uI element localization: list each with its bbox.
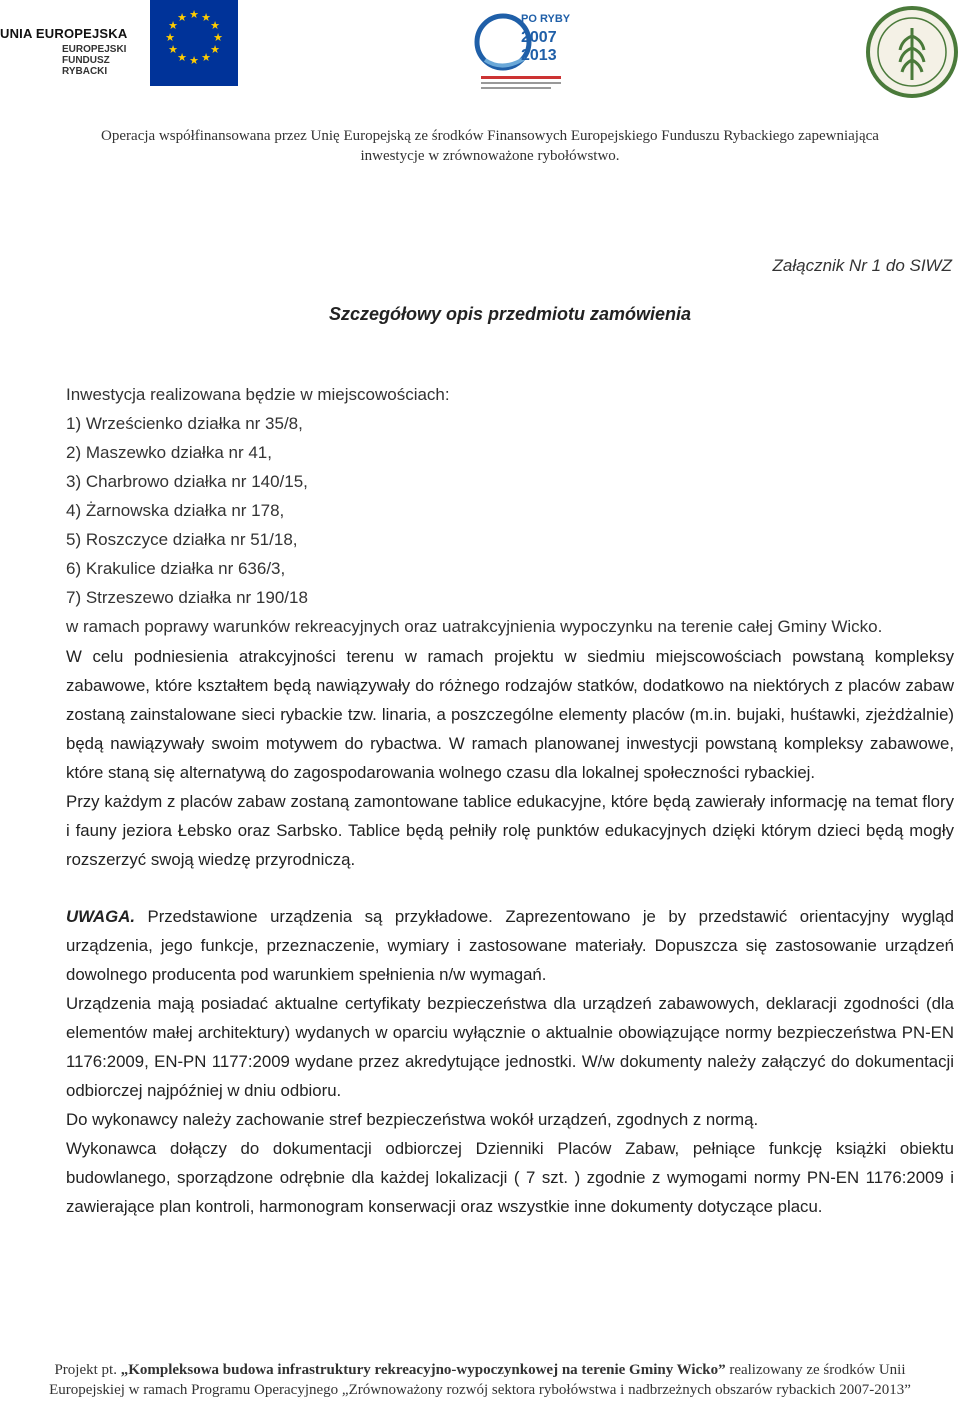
footer-project-name: „Kompleksowa budowa infrastruktury rekreacyjno-wypoczynkowej na terenie Gminy Wicko” xyxy=(120,1362,726,1378)
note-text: Przedstawione urządzenia są przykładowe. Zaprezentowano je by przedstawić orientacyjny wygląd urządzenia, jego funkcje, przeznaczenie, wymiary i zastosowane materiały. Dopuszcza się zastosowanie urządzeń dowolnego producenta pod warunkiem spełnienia n/w wymagań. xyxy=(66,907,954,984)
footer-prefix: Projekt pt. xyxy=(54,1362,121,1378)
location-item: 6) Krakulice działka nr 636/3, xyxy=(66,559,286,578)
svg-text:2007: 2007 xyxy=(521,29,557,46)
paragraph-certificates: Urządzenia mają posiadać aktualne certyfikaty bezpieczeństwa dla urządzeń zabawowych, deklaracji zgodności (dla elementów małej architektury) wydanych w oparciu wyłącznie o aktualnie obowiązujące normy bezpieczeństwa PN-EN 1176:2009, EN-PN 1177:2009 wydane przez akredytujące jednostki. W/w dokumenty należy załączyć do dokumentacji odbiorczej najpóźniej w dniu odbioru. xyxy=(66,994,954,1100)
svg-text:★: ★ xyxy=(168,43,178,56)
locations-intro: Inwestycja realizowana będzie w miejscowościach: xyxy=(66,385,450,404)
location-item: 5) Roszczyce działka nr 51/18, xyxy=(66,530,298,549)
svg-text:★: ★ xyxy=(177,51,187,64)
cofinancing-caption: Operacja współfinansowana przez Unię Europejską ze środków Finansowych Europejskiego Funduszu Rybackiego zapewniająca inwestycje w zrównoważone rybołówstwo. xyxy=(101,128,879,164)
paragraph-education-boards: Przy każdym z placów zabaw zostaną zamontowane tablice edukacyjne, które będą zawierały informację na temat flory i fauny jeziora Łebsko oraz Sarbsko. Tablice będą pełniły rolę punktów edukacyjnych dzięki którym dzieci będą mogły rozszerzyć swoją wiedzę przyrodniczą. xyxy=(66,792,954,869)
eu-logo-subtitle: EUROPEJSKI FUNDUSZ RYBACKI xyxy=(62,44,127,77)
location-item: 3) Charbrowo działka nr 140/15, xyxy=(66,472,308,491)
paragraph-playground-logbooks: Wykonawca dołączy do dokumentacji odbiorczej Dzienniki Placów Zabaw, pełniące funkcję książki obiektu budowlanego, sporządzone odrębnie dla każdej lokalizacji ( 7 szt. ) zgodnie z wymogami normy PN-EN 1176:2009 i zawierające plan kontroli, harmonogram konserwacji oraz wszystkie inne dokumenty dotyczące placu. xyxy=(66,1139,954,1216)
page-title: Szczegółowy opis przedmiotu zamówienia xyxy=(328,304,692,324)
footer-suffix: realizowany ze środków Unii Europejskiej w ramach Programu Operacyjnego „Zrównoważony rozwój sektora rybołówstwa i nadbrzeżnych obszarów rybackich 2007-2013” xyxy=(49,1362,911,1398)
project-footer xyxy=(40,1360,920,1400)
location-item: 2) Maszewko działka nr 41, xyxy=(66,443,272,462)
description-body xyxy=(66,642,954,1221)
svg-text:★: ★ xyxy=(210,43,220,56)
paragraph-safety-zones: Do wykonawcy należy zachowanie stref bezpieczeństwa wokół urządzeń, zgodnych z normą. xyxy=(66,1110,759,1129)
document-header xyxy=(0,0,960,168)
svg-text:★: ★ xyxy=(210,19,220,32)
note-label: UWAGA. xyxy=(66,907,135,926)
svg-text:★: ★ xyxy=(168,19,178,32)
locations-outro: w ramach poprawy warunków rekreacyjnych oraz uatrakcyjnienia wypoczynku na terenie całej Gminy Wicko. xyxy=(66,617,883,636)
location-item: 1) Wrześcienko działka nr 35/8, xyxy=(66,414,303,433)
svg-text:★: ★ xyxy=(201,11,211,24)
locations-section xyxy=(66,380,946,641)
svg-text:★: ★ xyxy=(213,31,223,44)
paragraph-project-scope: W celu podniesienia atrakcyjności terenu w ramach projektu w siedmiu miejscowościach powstaną kompleksy zabawowe, które kształtem będą nawiązywały do różnego rodzajów statków, dodatkowo na niektórych z placów zabaw zostaną zainstalowane sieci rybackie tzw. linaria, a poszczególne elementy placów (m.in. bujaki, huśtawki, zjeżdżalnie) będą nawiązywały swoim motywem do rybactwa. W ramach planowanej inwestycji powstaną kompleksy zabawowe, które staną się alternatywą do zagospodarowania wolnego czasu dla lokalnej społeczności rybackiej. xyxy=(66,647,954,782)
svg-text:★: ★ xyxy=(177,11,187,24)
eu-logo xyxy=(0,0,240,86)
attachment-label: Załącznik Nr 1 do SIWZ xyxy=(772,256,952,275)
location-item: 4) Żarnowska działka nr 178, xyxy=(66,501,285,520)
ministry-seal-icon xyxy=(862,0,958,104)
svg-text:PO RYBY: PO RYBY xyxy=(521,13,571,25)
svg-text:★: ★ xyxy=(201,51,211,64)
paragraph-note xyxy=(66,902,954,989)
location-item: 7) Strzeszewo działka nr 190/18 xyxy=(66,588,308,607)
eu-flag-icon xyxy=(150,0,238,86)
svg-text:2013: 2013 xyxy=(521,47,557,64)
eu-logo-title: UNIA EUROPEJSKA xyxy=(0,26,128,41)
po-ryby-logo xyxy=(463,2,575,96)
svg-text:★: ★ xyxy=(189,54,199,67)
svg-text:★: ★ xyxy=(165,31,175,44)
svg-text:★: ★ xyxy=(189,8,199,21)
